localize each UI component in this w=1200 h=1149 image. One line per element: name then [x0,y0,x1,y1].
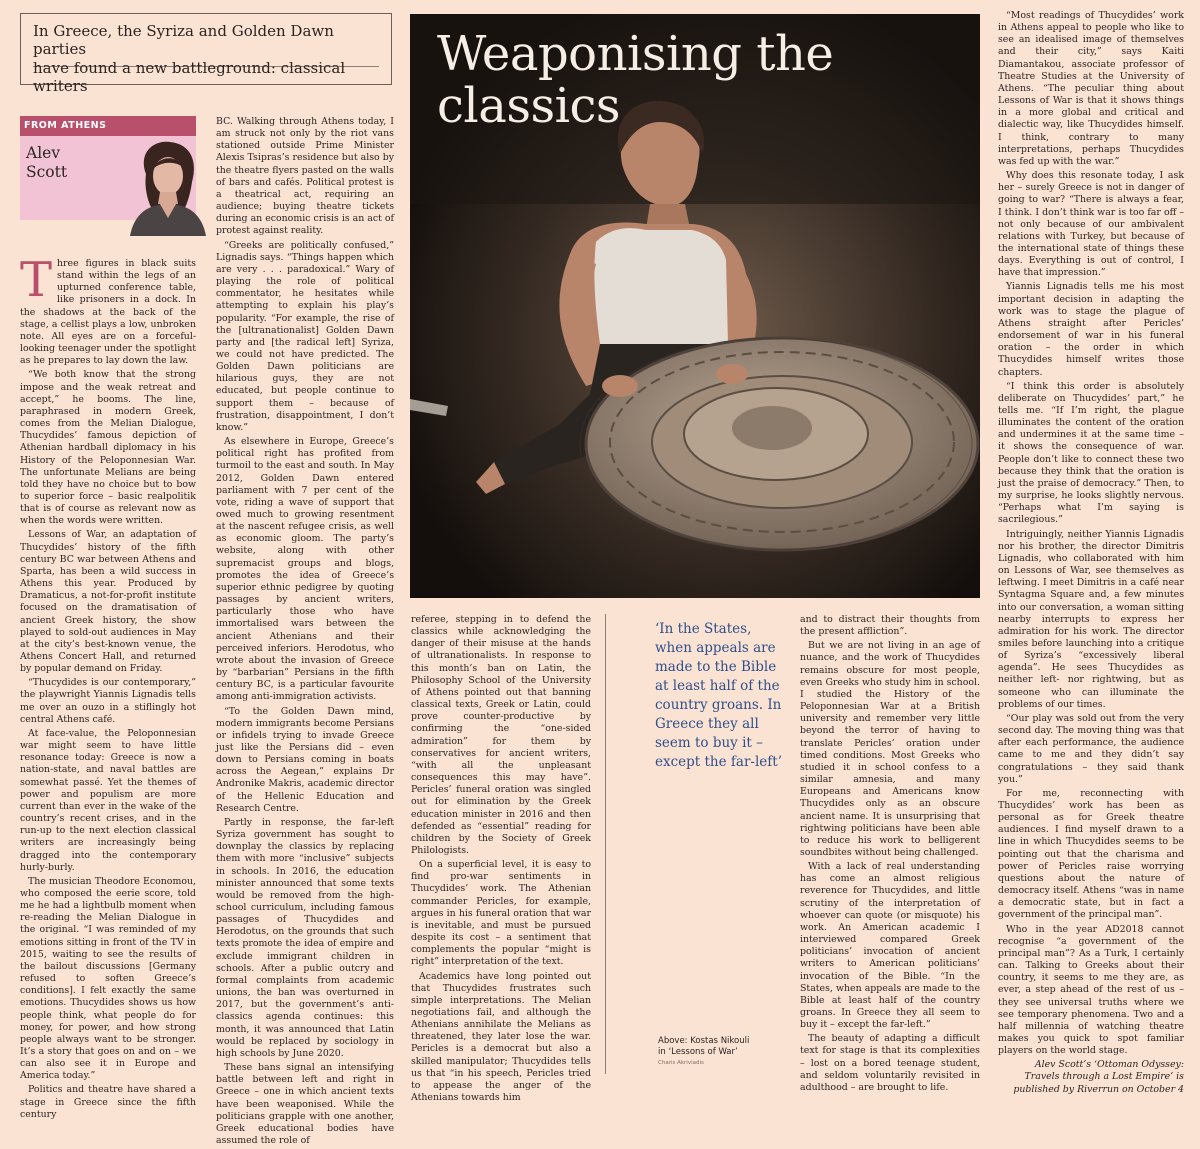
paragraph [20,252,196,367]
paragraph: “To the Golden Dawn mind, modern immigrants become Persians or infidels trying to invade Greece just like the Persians did – even down to Persians coming in boats across the Aegean,” explains Dr Andronike Makris, academic director of the Hellenic Education and Research Centre. [216,705,394,814]
paragraph: Partly in response, the far-left Syriza government has sought to downplay the classics by replacing them with more “inclusive” subjects in schools. In 2016, the education minister announced that some texts would be removed from the high-school curriculum, including famous passages of Thucydides and Herodotus, on the grounds that such texts promote the idea of empire and exclude immigrant children in schools. After a public outcry and formal complaints from academic unions, the ban was overturned in 2017, but the government’s anti-classics agenda continues: this month, it was announced that Latin would be replaced by sociology in high schools by June 2020. [216,816,394,1059]
paragraph: and to distract their thoughts from the present affliction”. [800,614,980,638]
headline-line-2: classics [437,78,620,134]
drop-cap: T [20,252,53,308]
paragraph: For me, reconnecting with Thucydides’ work has been as personal as for Greek theatre audiences. I find myself drawn to a line in which Thucydides seems to be pointing out that the charisma and power of Pericles raise worrying questions about the nature of democracy itself. Athens “was in name a democratic state, but in fact a government of the principal man”. [998,787,1184,921]
caption-line-1: Above: Kostas Nikouli [658,1036,750,1046]
paragraph: Yiannis Lignadis tells me his most important decision in adapting the work was to stage the plague of Athens straight after Pericles’ endorsement of war in his funeral oration – the order in which Thucydides himself writes those chapters. [998,281,1184,378]
paragraph: The beauty of adapting a difficult text for stage is that its complexities – lost on a bored teenage student, and seldom voluntarily revisited in adulthood – are brought to life. [800,1033,980,1093]
paragraph: At face-value, the Peloponnesian war might seem to have little resonance today: Greece is now a nation-state, and naval battles are somewhat passé. Yet the themes of power and populism are more current than ever in the wake of the country’s recent crises, and in the run-up to the next election classical writers are increasingly being dragged into the contemporary hurly-burly. [20,727,196,873]
byline-box [20,116,196,220]
author-name [26,144,67,182]
paragraph: “Most readings of Thucydides’ work in Athens appeal to people who like to see an idealised image of themselves and their city,” says Kaiti Diamantakou, associate professor of Theatre Studies at the University of Athens. “The peculiar thing about Lessons of War is that it shows things in a more global and critical and dialectic way, like Thucydides himself. I think, contrary to many interpretations, perhaps Thucydides was fed up with the war.” [998,10,1184,167]
portrait-photo-icon [120,138,212,236]
paragraph-text: hree figures in black suits stand within the legs of an upturned conference table, like prisoners in a dock. In the shadows at the back of the stage, a cellist plays a low, unbroken note. All eyes are on a forceful-looking teenager under the spotlight as he prepares to lay down the law. [20,258,196,367]
article-column-3 [411,614,591,1106]
article-column-1 [20,252,196,1123]
paragraph: Why does this resonate today, I ask her – surely Greece is not in danger of going to war? “There is always a fear, I think. I don’t think war is too far off – not only because of our ambivalent relations with Turkey, but because of the international state of things these days. Everything is out of control, I have that impression.” [998,170,1184,279]
paragraph: “Greeks are politically confused,” Lignadis says. “Things happen which are very . . . paradoxical.” Wary of playing the role of political commentator, he hesitates while attempting to explain his play’s popularity. “For example, the rise of the [ultranationalist] Golden Dawn party and [the radical left] Syriza, we could not have predicted. The Golden Dawn politicians are hilarious guys, they are not educated, but people continue to support them – because of frustration, disappointment, I don’t know.” [216,239,394,433]
paragraph: referee, stepping in to defend the classics while acknowledging the danger of their misuse at the hands of ultranationalists. In response to this month’s ban on Latin, the Philosophy School of the University of Athens pointed out that banning classical texts, Greek or Latin, could prove counter-productive by confirming the “one-sided admiration” for them by conservatives for ancient writers, “with all the unpleasant consequences this may have”. Pericles’ funeral oration was singled out for elimination by the Greek education minister in 2016 and then defended as “essential” reading for children by the Society of Greek Philologists. [411,614,591,856]
byline-tag: FROM ATHENS [20,116,196,136]
author-footnote: Alev Scott’s ‘Ottoman Odyssey: Travels through a Lost Empire’ is published by Riverrun on October 4 [1013,1059,1184,1095]
paragraph: BC. Walking through Athens today, I am struck not only by the riot vans stationed outside Prime Minister Alexis Tsipras’s residence but also by the theatre flyers pasted on the walls of bars and cafés. Political protest is a theatrical act, requiring an audience; buying theatre tickets during an economic crisis is an act of protest against reality. [216,116,394,237]
paragraph: But we are not living in an age of nuance, and the work of Thucydides remains obscure for most people, even Greeks who study him in school. I studied the History of the Peloponnesian War at a British university and remember very little beyond the terror of having to translate Pericles’ oration under timed conditions. Most Greeks who studied it in school confess to a similar amnesia, and many Europeans and Americans know Thucydides only as an obscure ancient name. It is unsurprising that rightwing politicians have been able to reduce his work to belligerent soundbites without being challenged. [800,640,980,858]
paragraph: “Our play was sold out from the very second day. The moving thing was that after each performance, the audience came to me and they didn’t say congratulations – they said thank you.” [998,712,1184,785]
article-column-4 [800,614,980,1096]
paragraph: Intriguingly, neither Yiannis Lignadis nor his brother, the director Dimitris Lignadis, who collaborated with him on Lessons of War, see themselves as leftwing. I meet Dimitris in a café near Syntagma Square and, a few minutes into our conversation, a woman sitting nearby interrupts to express her admiration for his work. The director smiles before launching into a critique of Syriza’s “excessively liberal agenda”. He sees Thucydides as neither left- nor rightwing, but as someone who can illuminate the problems of our times. [998,528,1184,710]
paragraph: Politics and theatre have shared a stage in Greece since the fifth century [20,1084,196,1120]
photo-credit: Charis Akriviadis [658,1060,704,1066]
article-column-5 [998,10,1184,1098]
author-first-name: Alev [26,144,61,162]
standfirst [20,13,392,95]
paragraph: With a lack of real understanding has come an almost religious reverence for Thucydides, and little scrutiny of the interpretation of whoever can quote (or misquote) his work. An American academic I interviewed compared Greek politicians’ invocation of ancient writers to American politicians’ invocation of the Bible. “In the States, when appeals are made to the Bible at least half of the country groans. In Greece they all seem to buy it – except the far-left.” [800,861,980,1031]
paragraph: Academics have long pointed out that Thucydides frustrates such simple interpretations. The Melian negotiations fail, and although the Athenians annihilate the Melians as threatened, they later lose the war. Pericles is a democrat but also a skilled manipulator; Thucydides tells us that “in his speech, Pericles tried to appease the anger of the Athenians towards him [411,970,591,1104]
article-column-2 [216,116,394,1149]
paragraph: “Thucydides is our contemporary,” the playwright Yiannis Lignadis tells me over an ouzo in a stiflingly hot central Athens café. [20,677,196,725]
paragraph: “We both know that the strong impose and the weak retreat and accept,” he booms. The line, paraphrased in modern Greek, comes from the Melian Dialogue, Thucydides’ famous depiction of Athenian hardball diplomacy in his History of the Peloponnesian War. The unfortunate Melians are being told they have no choice but to bow to superior force – basic realpolitik that is of course as relevant now as when the words were written. [20,369,196,527]
headline [437,28,833,132]
standfirst-line-2: have found a new battleground: classical writers [33,59,346,95]
photo-caption [658,1036,778,1069]
paragraph: Who in the year AD2018 cannot recognise “a government of the principal man”? As a Turk, I certainly can. Talking to Greeks about their country, it seems to me they are, as ever, a step ahead of the rest of us – they see universal truths where we see temporary phenomena. Two and a half millennia of watching theatre makes you quick to spot familiar players on the world stage. [998,923,1184,1057]
paragraph: The musician Theodore Economou, who composed the eerie score, told me he had a lightbulb moment when re-reading the Melian Dialogue in the original. “I was reminded of my emotions sitting in front of the TV in 2015, waiting to see the results of the bailout discussions [Germany refused to soften Greece’s conditions]. I felt exactly the same emotions. Thucydides shows us how people think, what people do for money, for power, and how strong people always want to be stronger. It’s a story that goes on and on – we can also see it in Europe and America today.” [20,875,196,1082]
column-rule [605,614,606,1074]
headline-line-1: Weaponising the [437,26,834,82]
paragraph: “I think this order is absolutely deliberate on Thucydides’ part,” he tells me. “If I’m right, the plague illuminates the content of the oration and undermines it at the same time – it shows the consequence of war. People don’t like to connect these two because they think that the oration is just the praise of democracy.” Then, to my surprise, he looks slightly nervous. “Perhaps what I’m saying is sacrilegious.” [998,380,1184,526]
paragraph: Lessons of War, an adaptation of Thucydides’ history of the fifth century BC war between Athens and Sparta, has been a wild success in Athens this year. Produced by Dramaticus, a not-for-profit institute focused on the dramatisation of ancient Greek history, the show played to sold-out audiences in May at the city’s best-known venue, the Athens Concert Hall, and returned by popular demand on Friday. [20,529,196,675]
paragraph: These bans signal an intensifying battle between left and right in Greece – one in which ancient texts have been weaponised. While the politicians grapple with one another, Greek educational bodies have assumed the role of [216,1062,394,1146]
caption-line-2: in ‘Lessons of War’ [658,1047,738,1057]
standfirst-line-1: In Greece, the Syriza and Golden Dawn parties [33,22,379,67]
paragraph: On a superficial level, it is easy to find pro-war sentiments in Thucydides’ work. The Athenian commander Pericles, for example, argues in his funeral oration that war is inevitable, and must be pursued despite its cost – a sentiment that complements the popular “might is right” interpretation of the text. [411,859,591,968]
paragraph: As elsewhere in Europe, Greece’s political right has profited from turmoil to the east and south. In May 2012, Golden Dawn entered parliament with 7 per cent of the vote, riding a wave of support that owed much to growing resentment at the nascent refugee crisis, as well as economic gloom. The party’s website, along with other supremacist groups and blogs, promotes the idea of Greece’s superior ethnic pedigree by quoting passages by ancient writers, particularly those who have immortalised wars between the ancient Athenians and their perceived inferiors. Herodotus, who wrote about the invasion of Greece by “barbarian” Persians in the fifth century BC, is a particular favourite among anti-immigration activists. [216,436,394,703]
author-last-name: Scott [26,163,68,181]
pull-quote: ‘In the States, when appeals are made to the Bible at least half of the country groans. In Greece they all seem to buy it – except the far-left’ [655,621,782,770]
